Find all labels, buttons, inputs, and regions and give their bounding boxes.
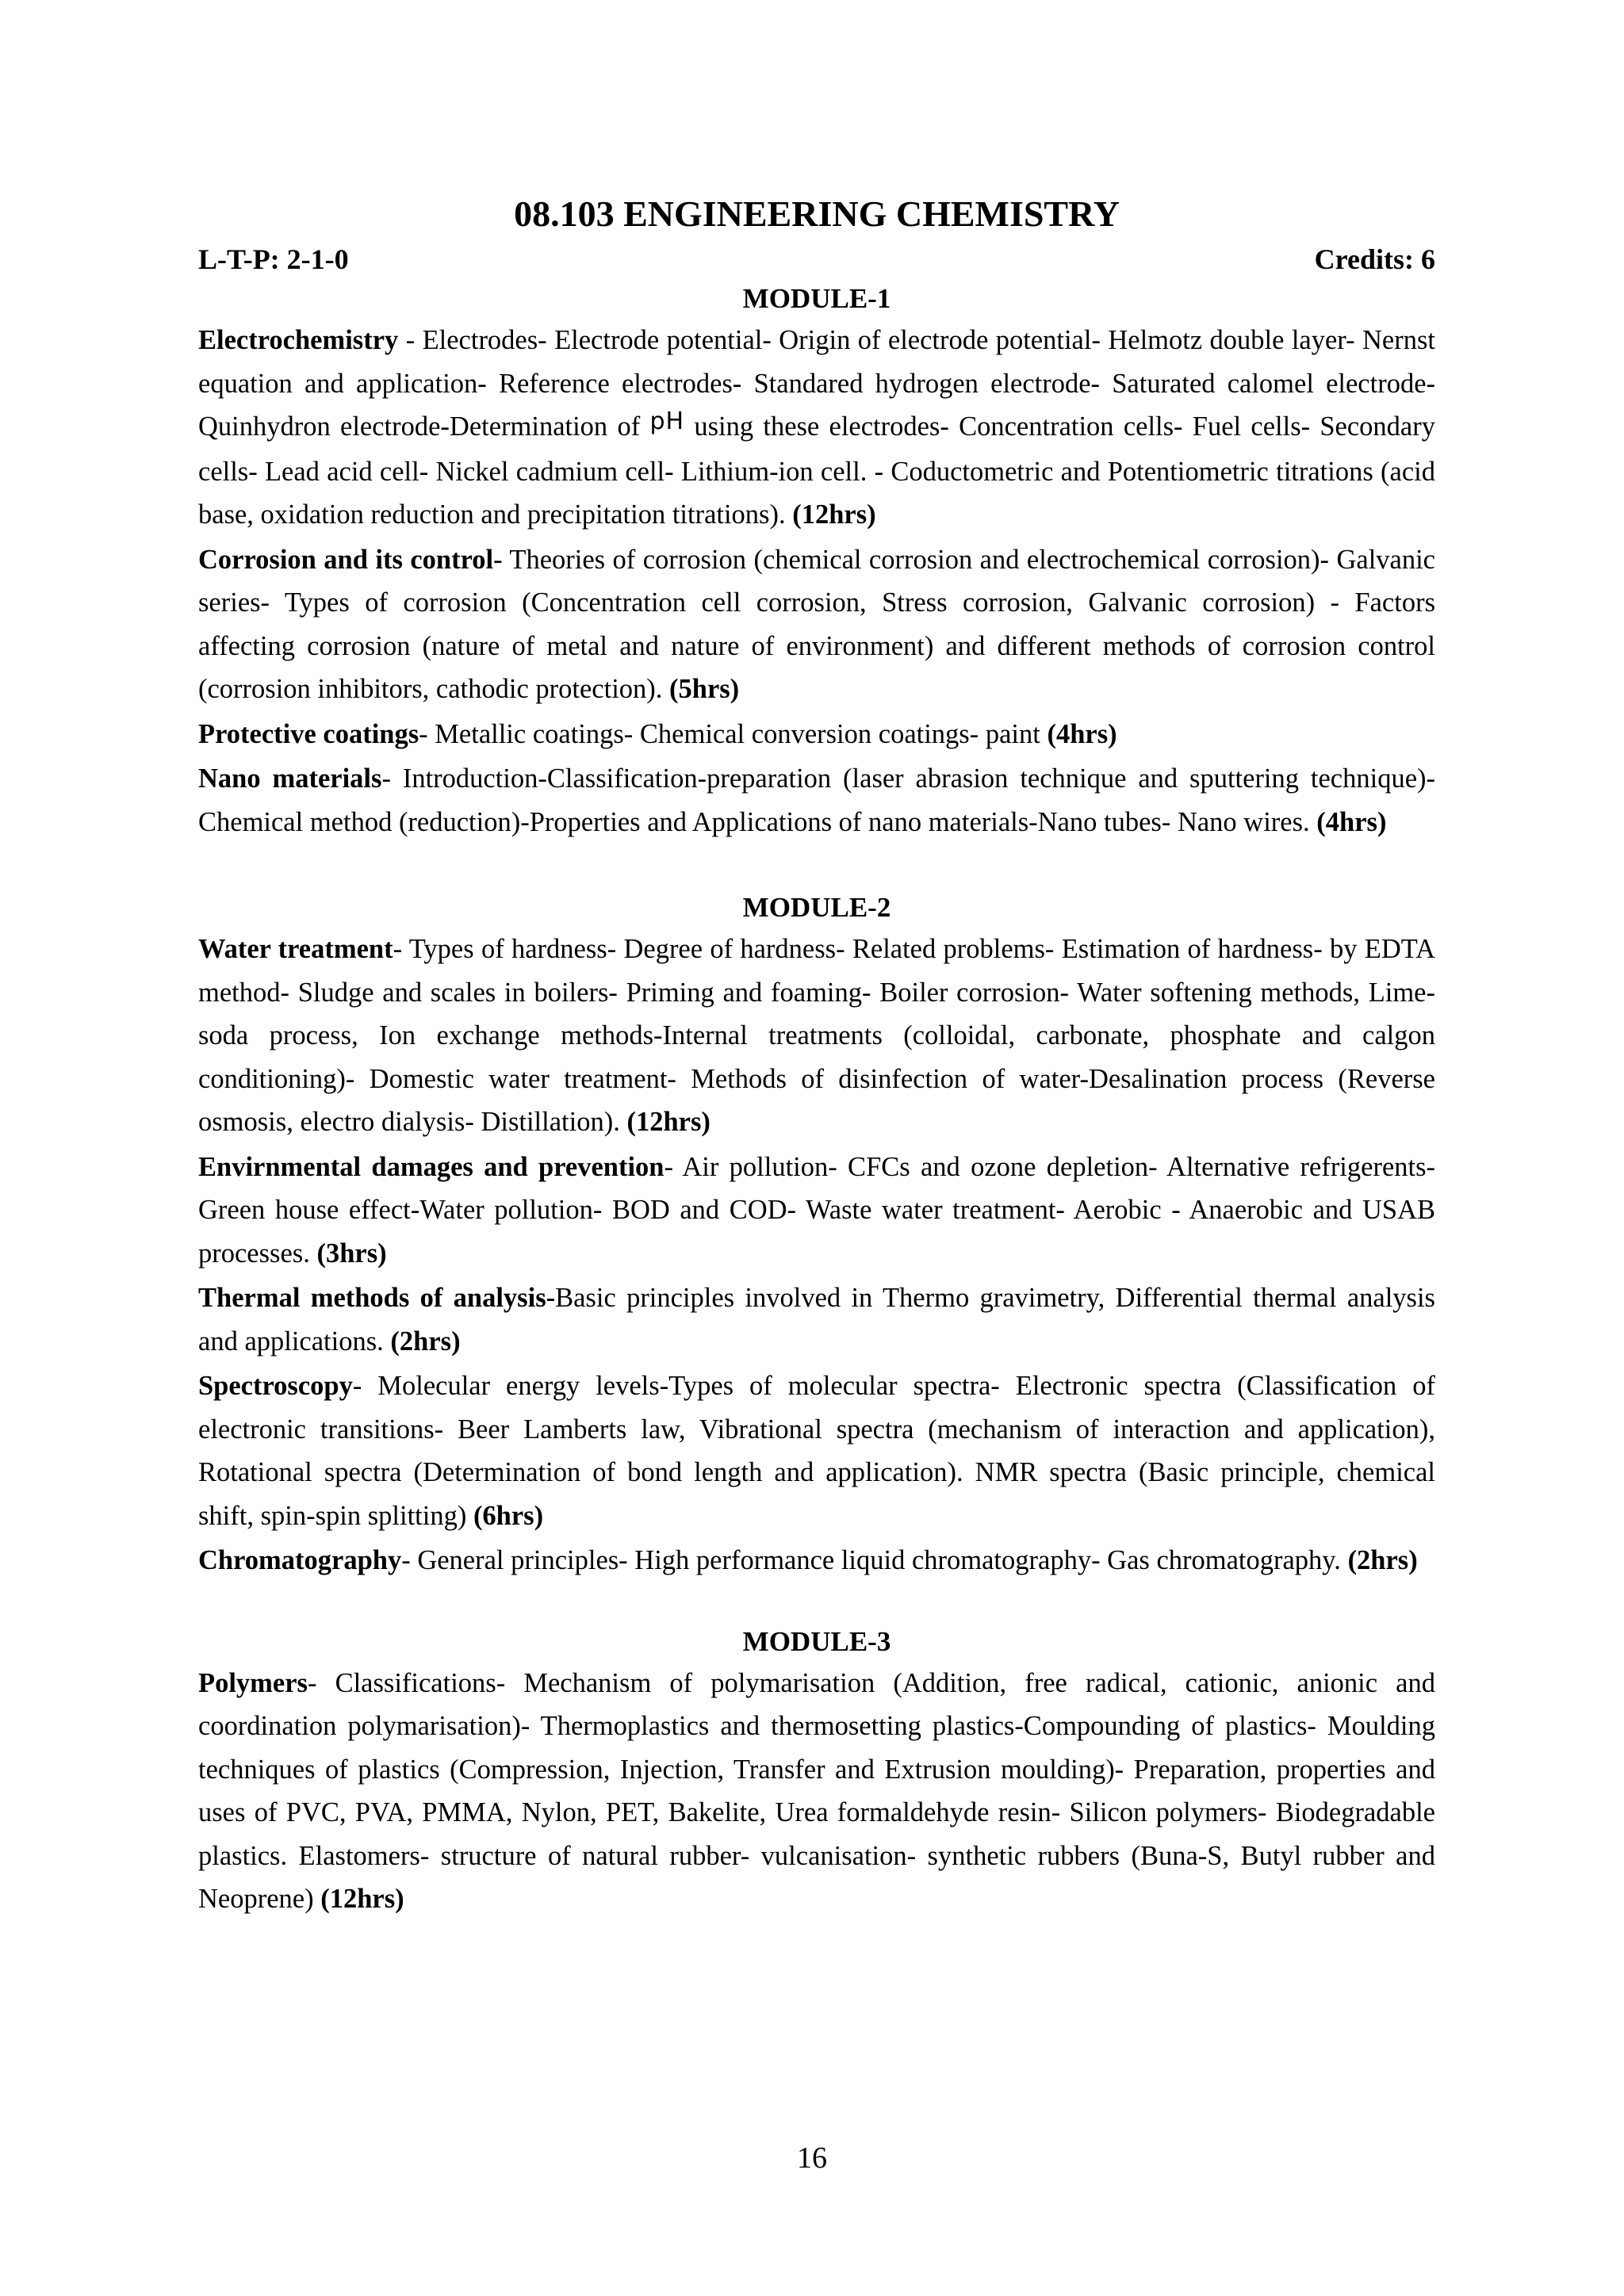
ltp-label: L-T-P: 2-1-0 (198, 243, 349, 275)
topic-paragraph (198, 757, 1435, 844)
topic-head: Nano materials (198, 763, 382, 794)
topic-body: using these electrodes- Concentration cells- Fuel cells- Secondary cells- Lead acid cell- Nickel cadmium cell- Lithium-ion cell. - Coductometric and Potentiometric titrations (acid base, oxidation reduction and precipitation titrations). (198, 411, 1435, 530)
topic-body: - Electrodes- Electrode potential- Origin of electrode potential- Helmotz double layer- Nernst equation and application- Reference electrodes- Standared hydrogen electrode- Saturated calomel electrode- Quinhydron electrode-Determination of (198, 325, 1435, 442)
topic-head: Spectroscopy (198, 1371, 353, 1401)
topic-head: Chromatography (198, 1545, 402, 1575)
topic-head: Corrosion and its control (198, 544, 494, 575)
topic-hours: (3hrs) (316, 1238, 387, 1269)
topic-body: - Theories of corrosion (chemical corrosion and electrochemical corrosion)- Galvanic series- Types of corrosion (Concentration cell corrosion, Stress corrosion, Galvanic corrosion) - Factors affecting corrosion (nature of metal and nature of environment) and different methods of corrosion control (corrosion inhibitors, cathodic protection). (198, 544, 1435, 704)
topic-hours: (2hrs) (390, 1326, 461, 1357)
topic-body: - Types of hardness- Degree of hardness- Related problems- Estimation of hardness- by EDTA method- Sludge and scales in boilers- Priming and foaming- Boiler corrosion- Water softening methods, Lime-soda process, Ion exchange methods-Internal treatments (colloidal, carbonate, phosphate and calgon conditioning)- Domestic water treatment- Methods of disinfection of water-Desalination process (Reverse osmosis, electro dialysis- Distillation). (198, 934, 1436, 1137)
module-heading: MODULE-1 (742, 283, 891, 314)
topic-paragraph (198, 1364, 1435, 1537)
page-number: 16 (797, 2141, 827, 2175)
topic-hours: (12hrs) (320, 1884, 404, 1914)
module-heading: MODULE-3 (742, 1625, 891, 1657)
topic-paragraph (198, 713, 1435, 756)
topic-paragraph (198, 319, 1435, 537)
course-meta-row (198, 239, 1435, 279)
ph-symbol: pH (649, 408, 685, 435)
topic-head: Electrochemistry (198, 325, 399, 355)
module-heading: MODULE-2 (742, 892, 891, 923)
topic-head: Thermal methods of analysis- (198, 1283, 556, 1313)
topic-hours: (6hrs) (473, 1500, 544, 1531)
topic-body: - Air pollution- CFCs and ozone depletion- Alternative refrigerents-Green house effect-Water pollution- BOD and COD- Waste water treatment- Aerobic - Anaerobic and USAB processes. (198, 1151, 1436, 1269)
topic-body: - General principles- High performance liquid chromatography- Gas chromatography. (401, 1545, 1348, 1575)
topic-paragraph (198, 1662, 1435, 1921)
topic-head: Water treatment (198, 934, 393, 964)
topic-body: Basic principles involved in Thermo gravimetry, Differential thermal analysis and applications. (198, 1283, 1435, 1357)
topic-body: - Metallic coatings- Chemical conversion coatings- paint (419, 718, 1048, 749)
topic-hours: (4hrs) (1316, 806, 1387, 837)
course-title: 08.103 ENGINEERING CHEMISTRY (514, 193, 1120, 234)
syllabus-page (198, 190, 1435, 1923)
credits-label: Credits: 6 (1314, 243, 1435, 275)
topic-head: Protective coatings (198, 718, 419, 749)
section-spacer (198, 1584, 1435, 1622)
topic-head: Envirnmental damages and prevention (198, 1151, 665, 1182)
topic-paragraph (198, 1276, 1435, 1363)
topic-hours: (5hrs) (669, 674, 740, 704)
topic-head: Polymers (198, 1667, 308, 1698)
topic-paragraph (198, 1146, 1435, 1276)
topic-hours: (12hrs) (792, 499, 876, 530)
topic-hours: (12hrs) (626, 1107, 710, 1137)
topic-hours: (4hrs) (1047, 718, 1117, 749)
section-spacer (198, 845, 1435, 888)
topic-paragraph (198, 538, 1435, 711)
topic-body: - Molecular energy levels-Types of molecular spectra- Electronic spectra (Classification of electronic transitions- Beer Lamberts law, Vibrational spectra (mechanism of interaction and application), Rotational spectra (Determination of bond length and application). NMR spectra (Basic principle, chemical shift, spin-spin splitting) (198, 1371, 1435, 1531)
topic-paragraph (198, 1539, 1435, 1582)
topic-paragraph (198, 928, 1435, 1144)
topic-hours: (2hrs) (1347, 1545, 1418, 1575)
topic-body: - Classifications- Mechanism of polymarisation (Addition, free radical, cationic, anionic and coordination polymarisation)- Thermoplastics and thermosetting plastics-Compounding of plastics- Moulding techniques of plastics (Compression, Injection, Transfer and Extrusion moulding)- Preparation, properties and uses of PVC, PVA, PMMA, Nylon, PET, Bakelite, Urea formaldehyde resin- Silicon polymers- Biodegradable plastics. Elastomers- structure of natural rubber- vulcanisation- synthetic rubbers (Buna-S, Butyl rubber and Neoprene) (198, 1667, 1435, 1914)
topic-body: - Introduction-Classification-preparation (laser abrasion technique and sputtering technique)- Chemical method (reduction)-Properties and Applications of nano materials-Nano tubes- Nano wires. (198, 763, 1435, 837)
